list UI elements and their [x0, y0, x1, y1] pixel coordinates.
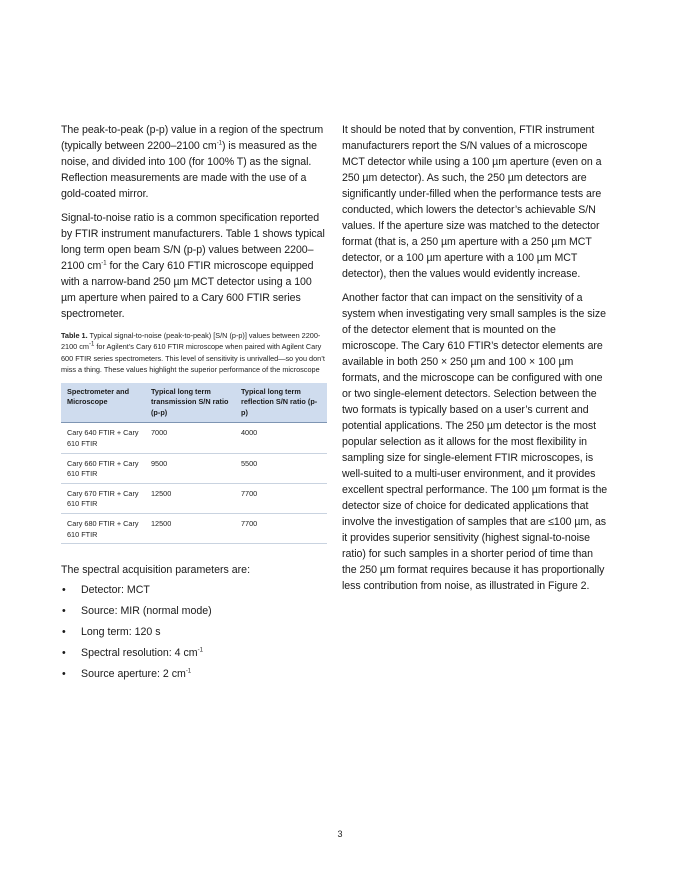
paragraph-peak-to-peak: [61, 122, 327, 202]
list-item: [61, 604, 327, 618]
list-item: [61, 646, 327, 660]
para2-superscript: -1: [101, 260, 107, 267]
para1-text-a: The peak-to-peak (p-p) value in a region of the spectrum (typically between 2200–2100 cm: [61, 124, 324, 152]
table-cell-transmission: 7000: [151, 428, 168, 438]
list-item: [61, 583, 327, 597]
bullet-resolution: Spectral resolution: 4 cm: [81, 647, 198, 660]
caption-text-b: for Agilent’s Cary 610 FTIR microscope when paired with Agilent Cary 600 FTIR series spectrometers. This level of sensitivity is unrivalled—so you don’t miss a thing. These values highlight the superior performance of the microscope: [61, 342, 325, 375]
paragraph-signal-to-noise: [61, 210, 327, 322]
para2-text-b: for the Cary 610 FTIR microscope equipped with a narrow-band 250 µm MCT detector using a 100 µm aperture when paired to a Cary 600 FTIR series spectrometer.: [61, 260, 314, 320]
params-intro: The spectral acquisition parameters are:: [61, 564, 251, 577]
table-cell-reflection: 4000: [241, 428, 258, 438]
table-caption: [61, 330, 327, 376]
params-list: [61, 583, 327, 681]
table-cell-transmission: 12500: [151, 488, 172, 498]
left-column: [61, 122, 327, 688]
table-cell-reflection: 7700: [241, 518, 258, 528]
table-cell-transmission: 9500: [151, 458, 168, 468]
caption-text-a: Typical signal-to-noise (peak-to-peak) [S/N (p-p)] values between 2200-2100 cm: [61, 331, 321, 352]
table-cell-instrument: Cary 680 FTIR + Cary 610 FTIR: [67, 518, 139, 539]
para1-text-b: ) is measured as the noise, and divided into 100 (for 100% T) as the signal. Reflection measurements are made with the use of a gold-coated mirror.: [61, 140, 317, 200]
table-cell-reflection: 5500: [241, 458, 258, 468]
list-item: [61, 625, 327, 639]
table-row: [61, 453, 327, 483]
table-header-transmission: Typical long term transmission S/N ratio (p-p): [145, 383, 235, 423]
page-number: 3: [337, 829, 343, 839]
table-header-spectrometer: Spectrometer and Microscope: [61, 383, 145, 423]
right-column: [342, 122, 608, 602]
paragraph-convention: It should be noted that by convention, FTIR instrument manufacturers report the S/N values of a microscope MCT detector while using a 100 µm aperture (even on a 250 µm detector). As such, the 250 µm detectors are significantly under-filled when the performance tests are conducted, which lowers the detector’s achievable S/N values. If the aperture size was matched to the detector format (that is, a 250 µm aperture with a 250 µm MCT detector, or a 100 µm aperture with a 100 µm MCT detector), then the values would evidently increase.: [342, 124, 602, 280]
table-header-reflection: Typical long term reflection S/N ratio (p-p): [235, 383, 327, 423]
table-cell-instrument: Cary 670 FTIR + Cary 610 FTIR: [67, 488, 139, 509]
paragraph-detector-size: Another factor that can impact on the sensitivity of a system when investigating very small samples is the size of the detector element that is mounted on the microscope. The Cary 610 FTIR’s detector elements are available in both 250 × 250 µm and 100 × 100 µm formats, and the microscope can be configured with one or two single-element detectors. Selection between the two formats is typically based on a user’s current and potential applications. The 250 µm detector is the most popular selection as it allows for the most flexibility in sampling size for single-element FTIR microscopes, is well-suited to a multi-user environment, and it provides excellent spectral performance. The 100 µm format is the detector size of choice for dedicated applications that involve the investigation of samples that are ≤100 µm, as it provides superior sensitivity (highest signal-to-noise ratio) for such samples in a shorter period of time than the 250 µm format requires because it has proportionally less contribution from noise, as illustrated in Figure 2.: [342, 292, 608, 592]
bullet-resolution-superscript: -1: [197, 647, 203, 654]
list-item: [61, 667, 327, 681]
table-cell-instrument: Cary 660 FTIR + Cary 610 FTIR: [67, 458, 139, 479]
table-cell-reflection: 7700: [241, 488, 258, 498]
table-header-row: [61, 383, 327, 423]
table-row: [61, 513, 327, 543]
para1-superscript: -1: [216, 140, 222, 147]
bullet-source: Source: MIR (normal mode): [81, 605, 212, 618]
table-row: [61, 423, 327, 453]
bullet-aperture-superscript: -1: [185, 668, 192, 675]
bullet-aperture: Source aperture: 2 cm: [81, 668, 186, 681]
table-row: [61, 483, 327, 513]
caption-superscript: -1: [89, 341, 95, 348]
para2-text-a: Signal-to-noise ratio is a common specification reported by FTIR instrument manufacturers. Table 1 shows typical long term open beam S/N (p-p) values between 2200–2100 cm: [61, 212, 325, 272]
table-cell-instrument: Cary 640 FTIR + Cary 610 FTIR: [67, 428, 139, 448]
bullet-detector: Detector: MCT: [81, 584, 150, 597]
table-caption-label: Table 1.: [61, 331, 88, 340]
table-cell-transmission: 12500: [151, 518, 172, 528]
sn-ratio-table: [61, 383, 327, 545]
bullet-long-term: Long term: 120 s: [81, 626, 161, 639]
